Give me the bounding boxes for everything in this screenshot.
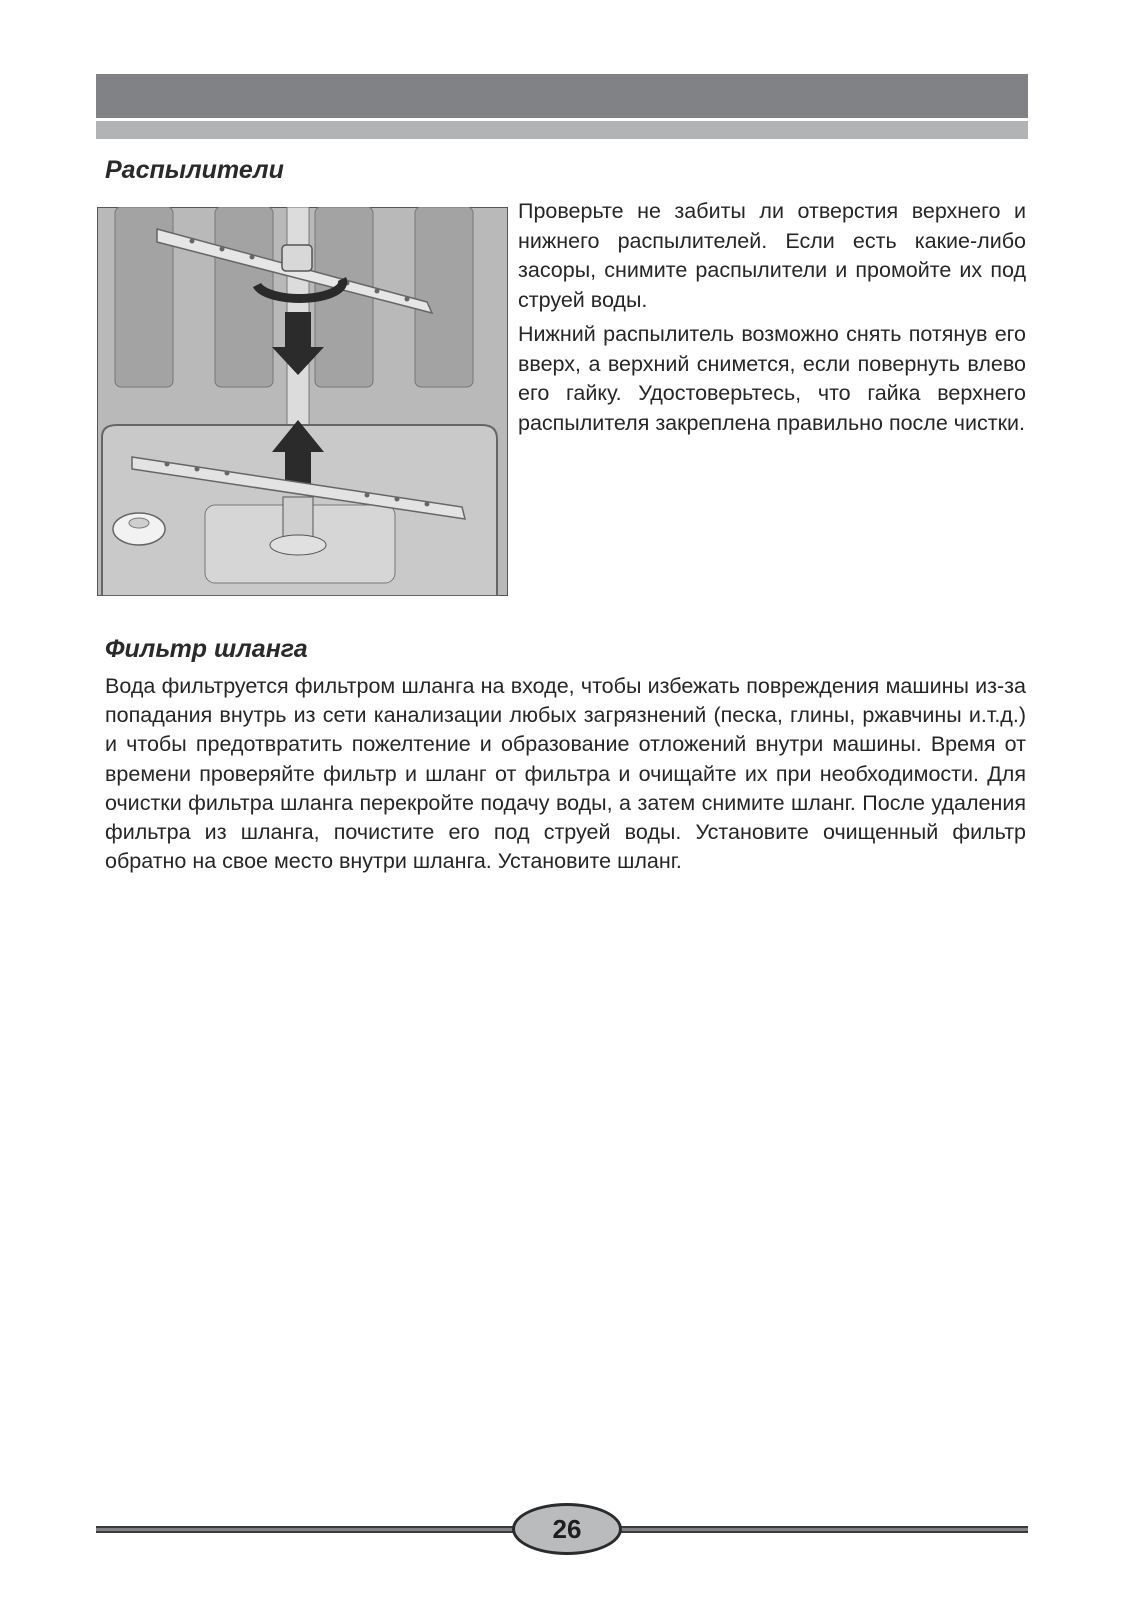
sprayers-paragraph-2: Нижний распылитель возможно снять потянув его вверх, а верхний снимется, если повернуть влево его гайку. Удостоверьтесь, что гайка верхнего распылителя закреплена правильно после чистки. [518, 322, 1026, 435]
hose-filter-paragraph: Вода фильтруется фильтром шланга на входе, чтобы избежать повреждения машины из-за попадания внутрь из сети канализации любых загрязнений (песка, глины, ржавчины и.т.д.) и чтобы предотвратить пожелтение и образование отложений внутри машины. Время от времени проверяйте фильтр и шланг от фильтра и очищайте их при необходимости. Для очистки фильтра шланга перекройте подачу воды, а затем снимите шланг. После удаления фильтра из шланга, почистите его под струей воды. Установите очищенный фильтр обратно на свое место внутри шланга. Установите шланг. [105, 674, 1026, 874]
spray-arm-illustration [97, 207, 508, 596]
sprayers-paragraph-1: Проверьте не забиты ли отверстия верхнего и нижнего распылителей. Если есть какие-либо засоры, снимите распылители и промойте их под струей воды. [518, 199, 1026, 312]
page-number: 26 [512, 1503, 622, 1555]
section-title-hose-filter: Фильтр шланга [105, 635, 308, 663]
section-title-sprayers: Распылители [105, 156, 284, 184]
header-bar [96, 74, 1028, 118]
header-sub-bar [96, 121, 1028, 139]
